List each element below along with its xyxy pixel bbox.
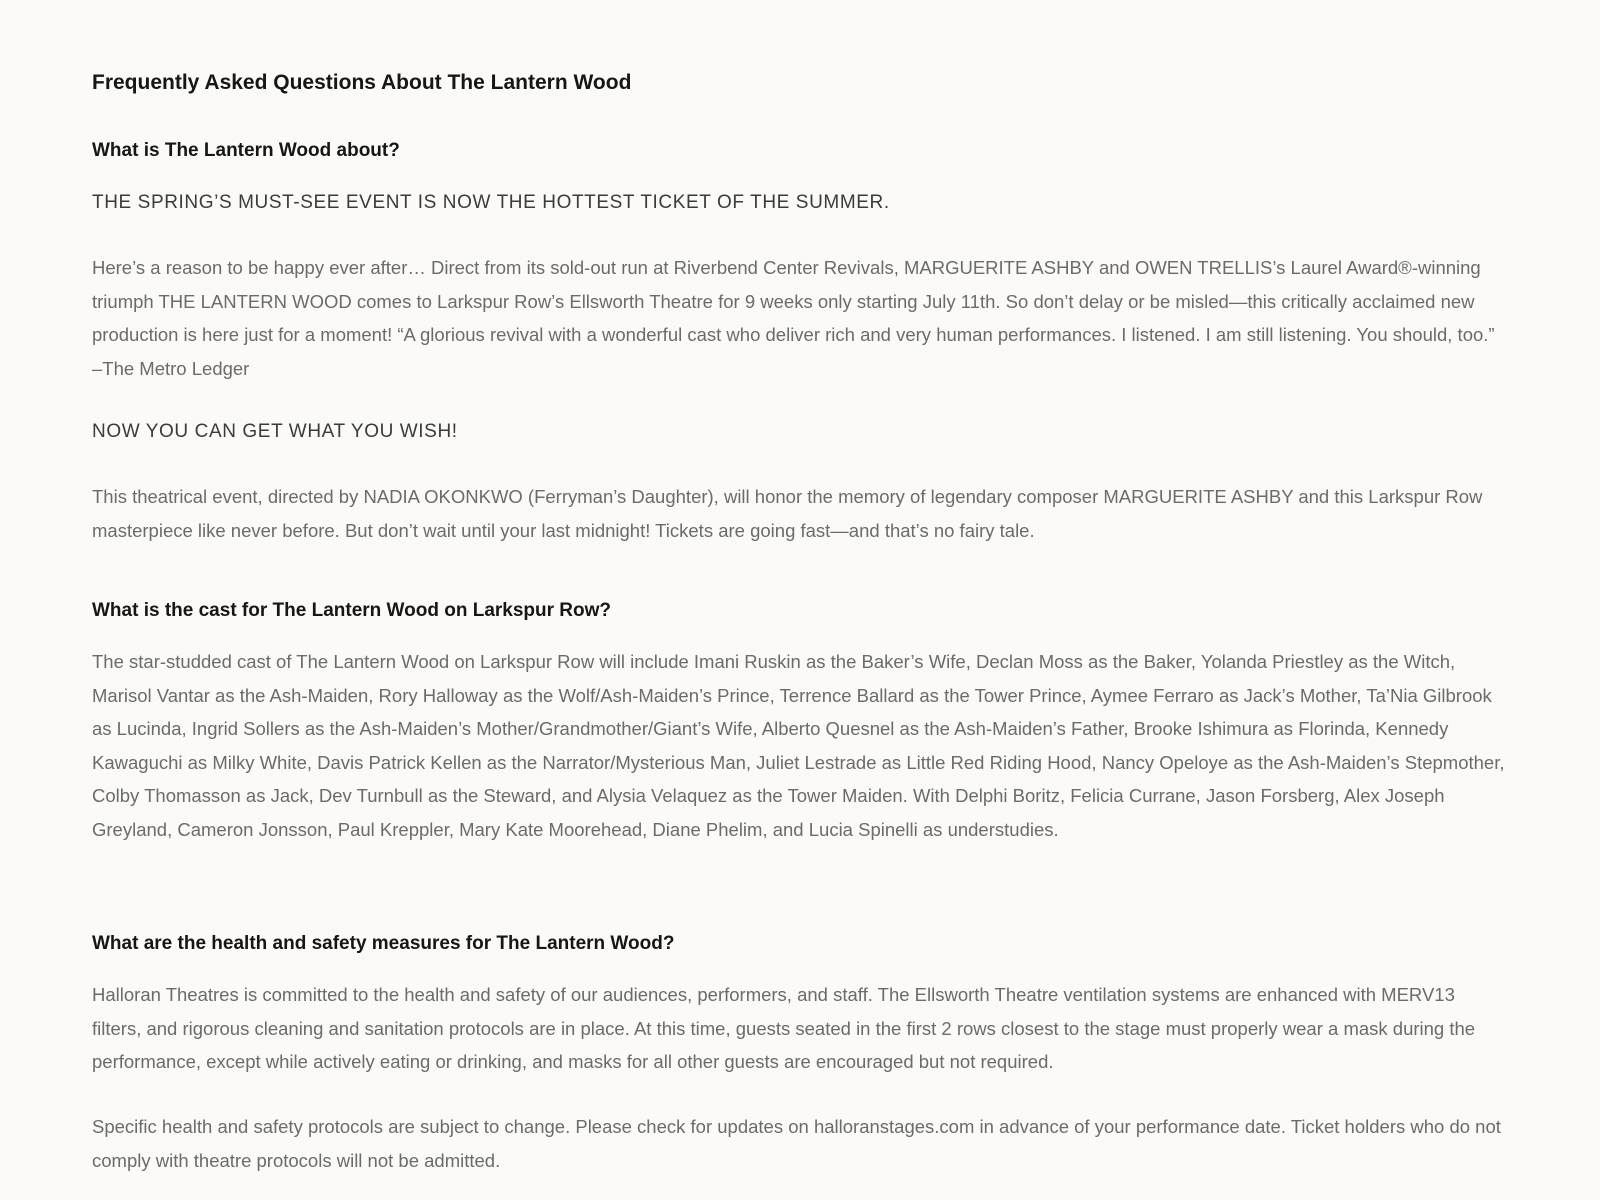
page-title: Frequently Asked Questions About The Lantern Wood — [92, 71, 632, 94]
faq-question-cast: What is the cast for The Lantern Wood on Larkspur Row? — [92, 600, 612, 621]
faq-question-about: What is The Lantern Wood about? — [92, 140, 400, 161]
faq-tagline-wish: NOW YOU CAN GET WHAT YOU WISH! — [92, 421, 458, 442]
faq-answer-about-paragraph-2: This theatrical event, directed by NADIA OKONKWO (Ferryman’s Daughter), will honor the memory of legendary composer MARGUERITE ASHBY and this Larkspur Row masterpiece like never before. But don’t wait until your last midnight! Tickets are going fast—and that’s no fairy tale. — [92, 486, 1483, 541]
faq-answer-safety-paragraph-2: Specific health and safety protocols are subject to change. Please check for updates on halloranstages.com in advance of your performance date. Ticket holders who do not comply with theatre protocols will not be admitted. — [92, 1116, 1501, 1171]
faq-tagline-must-see: THE SPRING’S MUST-SEE EVENT IS NOW THE HOTTEST TICKET OF THE SUMMER. — [92, 192, 890, 213]
faq-answer-about-paragraph-1: Here’s a reason to be happy ever after… Direct from its sold-out run at Riverbend Center Revivals, MARGUERITE ASHBY and OWEN TRELLIS’s Laurel Award®-winning triumph THE LANTERN WOOD comes to Larkspur Row’s Ellsworth Theatre for 9 weeks only starting July 11th. So don’t delay or be misled—this critically acclaimed new production is here just for a moment! “A glorious revival with a wonderful cast who deliver rich and very human performances. I listened. I am still listening. You should, too.” –The Metro Ledger — [92, 257, 1495, 379]
faq-question-safety: What are the health and safety measures for The Lantern Wood? — [92, 933, 675, 954]
faq-answer-safety-paragraph-1: Halloran Theatres is committed to the health and safety of our audiences, performers, and staff. The Ellsworth Theatre ventilation systems are enhanced with MERV13 filters, and rigorous cleaning and sanitation protocols are in place. At this time, guests seated in the first 2 rows closest to the stage must properly wear a mask during the performance, except while actively eating or drinking, and masks for all other guests are encouraged but not required. — [92, 984, 1476, 1073]
faq-answer-cast: The star-studded cast of The Lantern Wood on Larkspur Row will include Imani Ruskin as the Baker’s Wife, Declan Moss as the Baker, Yolanda Priestley as the Witch, Marisol Vantar as the Ash-Maiden, Rory Halloway as the Wolf/Ash-Maiden’s Prince, Terrence Ballard as the Tower Prince, Aymee Ferraro as Jack’s Mother, Ta’Nia Gilbrook as Lucinda, Ingrid Sollers as the Ash-Maiden’s Mother/Grandmother/Giant’s Wife, Alberto Quesnel as the Ash-Maiden’s Father, Brooke Ishimura as Florinda, Kennedy Kawaguchi as Milky White, Davis Patrick Kellen as the Narrator/Mysterious Man, Juliet Lestrade as Little Red Riding Hood, Nancy Opeloye as the Ash-Maiden’s Stepmother, Colby Thomasson as Jack, Dev Turnbull as the Steward, and Alysia Velaquez as the Tower Maiden. With Delphi Boritz, Felicia Currane, Jason Forsberg, Alex Joseph Greyland, Cameron Jonsson, Paul Kreppler, Mary Kate Moorehead, Diane Phelim, and Lucia Spinelli as understudies. — [92, 651, 1505, 840]
